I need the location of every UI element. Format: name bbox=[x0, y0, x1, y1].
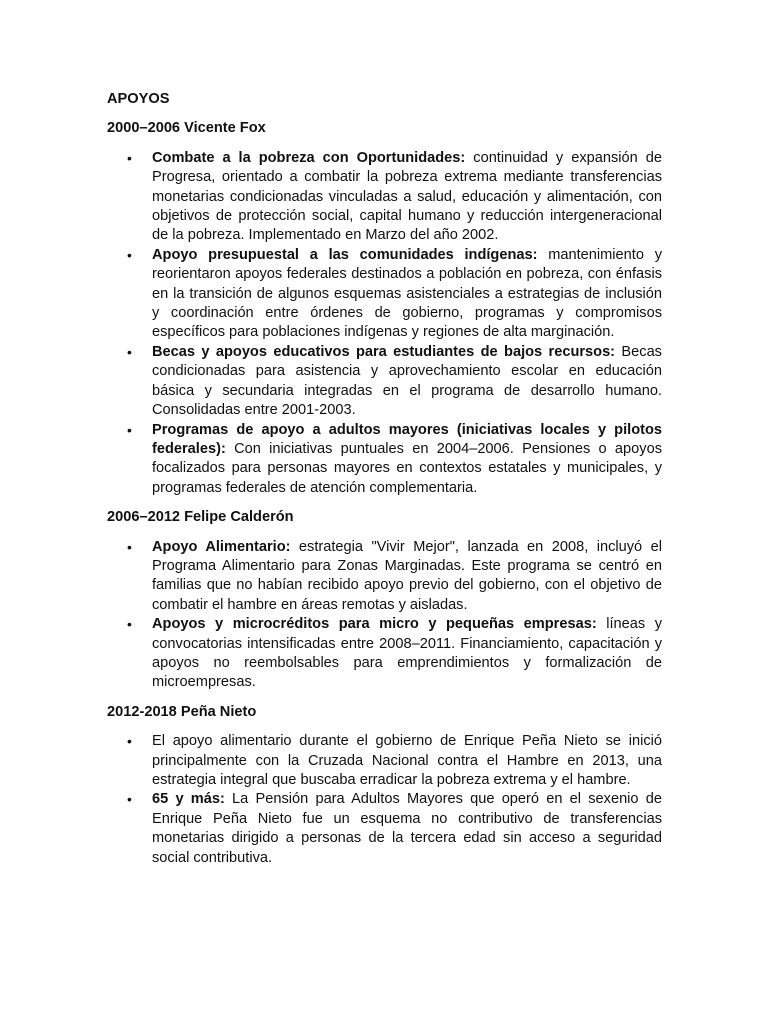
item-text: Becas condicionadas para asistencia y aprovechamiento escolar en educación básica y secundaria integradas en el programa de desarrollo humano. Consolidadas entre 2001-2003. bbox=[152, 343, 662, 419]
bullet-icon: • bbox=[127, 149, 132, 166]
list-item bbox=[107, 343, 662, 421]
document-title: APOYOS bbox=[107, 91, 170, 107]
item-text: líneas y convocatorias intensificadas entre 2008–2011. Financiamiento, capacitación y apoyos no reembolsables para emprendimientos y formalización de microempresas. bbox=[152, 616, 662, 691]
section-heading-fox: 2000–2006 Vicente Fox bbox=[107, 120, 266, 137]
document-page bbox=[107, 90, 662, 878]
list-item bbox=[107, 149, 662, 246]
list-item bbox=[107, 615, 662, 693]
section-list-fox bbox=[107, 149, 662, 498]
item-text: mantenimiento y reorientaron apoyos federales destinados a población en pobreza, con énfasis en la transición de algunos esquemas asistenciales a estrategias de inclusión y coordinación entre órdenes de gobierno, programas y compromisos específicos para poblaciones indígenas y regiones de alta marginación. bbox=[152, 246, 662, 341]
item-title: Apoyo presupuestal a las comunidades indígenas: bbox=[152, 246, 538, 263]
item-title: 65 y más: bbox=[152, 791, 225, 808]
item-text: Con iniciativas puntuales en 2004–2006. Pensiones o apoyos focalizados para personas mayores en contextos estatales y municipales, y programas federales de atención complementaria. bbox=[152, 440, 662, 496]
list-item bbox=[107, 538, 662, 616]
bullet-icon: • bbox=[127, 246, 132, 263]
item-title: Becas y apoyos educativos para estudiantes de bajos recursos: bbox=[152, 343, 616, 360]
bullet-icon: • bbox=[127, 421, 132, 438]
bullet-icon: • bbox=[127, 616, 132, 633]
item-title: Apoyo Alimentario: bbox=[152, 538, 291, 555]
bullet-icon: • bbox=[127, 343, 132, 360]
item-text: El apoyo alimentario durante el gobierno de Enrique Peña Nieto se inició principalmente con la Cruzada Nacional contra el Hambre en 2013, una estrategia integral que buscaba erradicar la pobreza extrema y el hambre. bbox=[152, 733, 662, 788]
list-item bbox=[107, 790, 662, 868]
list-item bbox=[107, 421, 662, 499]
bullet-icon: • bbox=[127, 791, 132, 808]
item-title: Combate a la pobreza con Oportunidades: bbox=[152, 149, 466, 166]
item-text: estrategia "Vivir Mejor", lanzada en 2008, incluyó el Programa Alimentario para Zonas Marginadas. Este programa se centró en familias que no habían recibido apoyo previo del gobierno, con el objetivo de combatir el hambre en áreas remotas y aisladas. bbox=[152, 538, 662, 613]
item-title: Apoyos y microcréditos para micro y pequeñas empresas: bbox=[152, 616, 597, 633]
bullet-icon: • bbox=[127, 538, 132, 555]
item-text: continuidad y expansión de Progresa, orientado a combatir la pobreza extrema mediante transferencias monetarias condicionadas vinculadas a salud, educación y alimentación, con objetivos de protección social, capital humano y reducción intergeneracional de la pobreza. Implementado en Marzo del año 2002. bbox=[152, 149, 662, 244]
bullet-icon: • bbox=[127, 733, 132, 750]
list-item bbox=[107, 732, 662, 790]
section-heading-calderon: 2006–2012 Felipe Calderón bbox=[107, 509, 294, 526]
section-heading-pena-nieto: 2012-2018 Peña Nieto bbox=[107, 703, 257, 720]
item-text: La Pensión para Adultos Mayores que operó en el sexenio de Enrique Peña Nieto fue un esquema no contributivo de transferencias monetarias dirigido a personas de la tercera edad sin acceso a seguridad social contributiva. bbox=[152, 791, 662, 866]
item-title: Programas de apoyo a adultos mayores (iniciativas locales y pilotos federales): bbox=[152, 421, 662, 457]
list-item bbox=[107, 246, 662, 343]
section-list-calderon bbox=[107, 538, 662, 693]
section-list-pena-nieto bbox=[107, 732, 662, 868]
